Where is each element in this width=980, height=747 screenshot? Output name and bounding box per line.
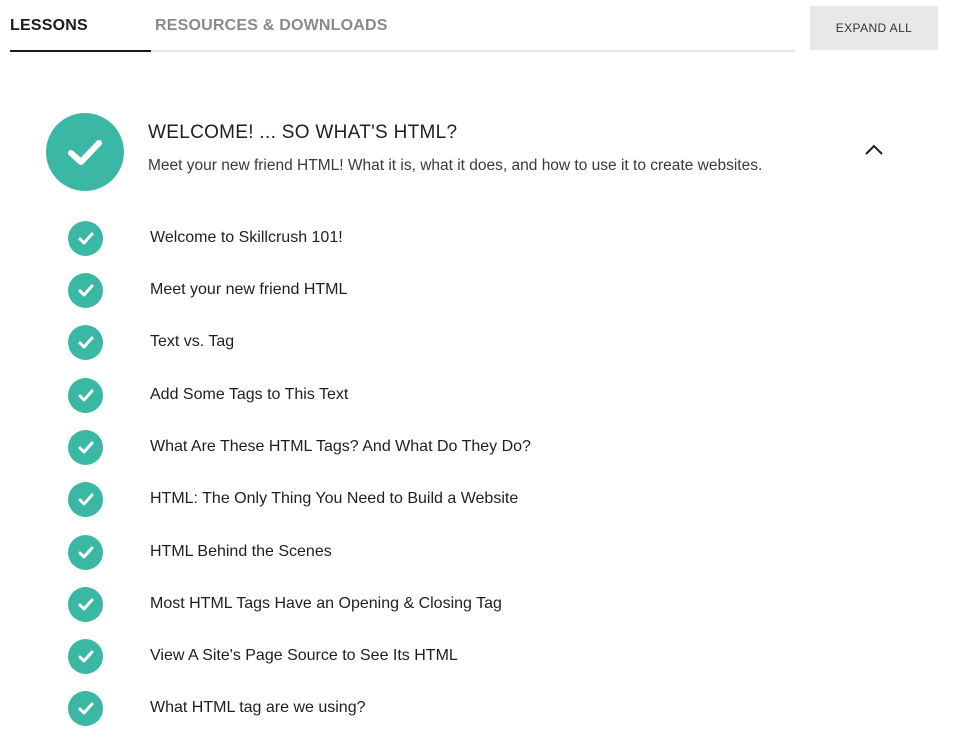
- check-icon: [68, 587, 103, 622]
- check-icon: [68, 535, 103, 570]
- lesson-item[interactable]: [68, 586, 868, 622]
- lesson-item[interactable]: [68, 272, 868, 308]
- check-icon: [68, 378, 103, 413]
- lesson-item[interactable]: [68, 324, 868, 360]
- active-tab-indicator: [10, 50, 151, 52]
- lesson-label: Meet your new friend HTML: [150, 281, 348, 298]
- tab-resources-downloads[interactable]: RESOURCES & DOWNLOADS: [155, 17, 388, 34]
- lesson-label: View A Site's Page Source to See Its HTML: [150, 647, 458, 664]
- chevron-up-icon: [864, 143, 884, 157]
- check-icon: [68, 482, 103, 517]
- tab-bar: [10, 0, 795, 52]
- lesson-label: What HTML tag are we using?: [150, 699, 366, 716]
- check-icon: [68, 221, 103, 256]
- lesson-item[interactable]: [68, 534, 868, 570]
- lesson-item[interactable]: [68, 429, 868, 465]
- collapse-section-button[interactable]: [860, 138, 888, 162]
- lesson-label: Welcome to Skillcrush 101!: [150, 229, 343, 246]
- lesson-label: Text vs. Tag: [150, 333, 235, 350]
- check-icon: [68, 325, 103, 360]
- check-icon: [68, 430, 103, 465]
- lesson-item[interactable]: [68, 690, 868, 726]
- section-title: WELCOME! ... SO WHAT'S HTML?: [148, 122, 458, 143]
- lesson-item[interactable]: [68, 377, 868, 413]
- expand-all-button[interactable]: EXPAND ALL: [810, 6, 938, 50]
- section-complete-check-icon: [46, 113, 124, 191]
- lesson-label: HTML Behind the Scenes: [150, 543, 332, 560]
- tab-lessons[interactable]: LESSONS: [10, 17, 88, 34]
- check-icon: [68, 273, 103, 308]
- lesson-item[interactable]: [68, 638, 868, 674]
- lesson-label: Add Some Tags to This Text: [150, 386, 349, 403]
- check-icon: [68, 639, 103, 674]
- lesson-label: HTML: The Only Thing You Need to Build a Website: [150, 490, 519, 507]
- lesson-label: Most HTML Tags Have an Opening & Closing Tag: [150, 595, 502, 612]
- section-subtitle: Meet your new friend HTML! What it is, what it does, and how to use it to create websites.: [148, 157, 763, 174]
- lesson-label: What Are These HTML Tags? And What Do They Do?: [150, 438, 531, 455]
- check-icon: [68, 691, 103, 726]
- lesson-item[interactable]: [68, 220, 868, 256]
- lesson-item[interactable]: [68, 481, 868, 517]
